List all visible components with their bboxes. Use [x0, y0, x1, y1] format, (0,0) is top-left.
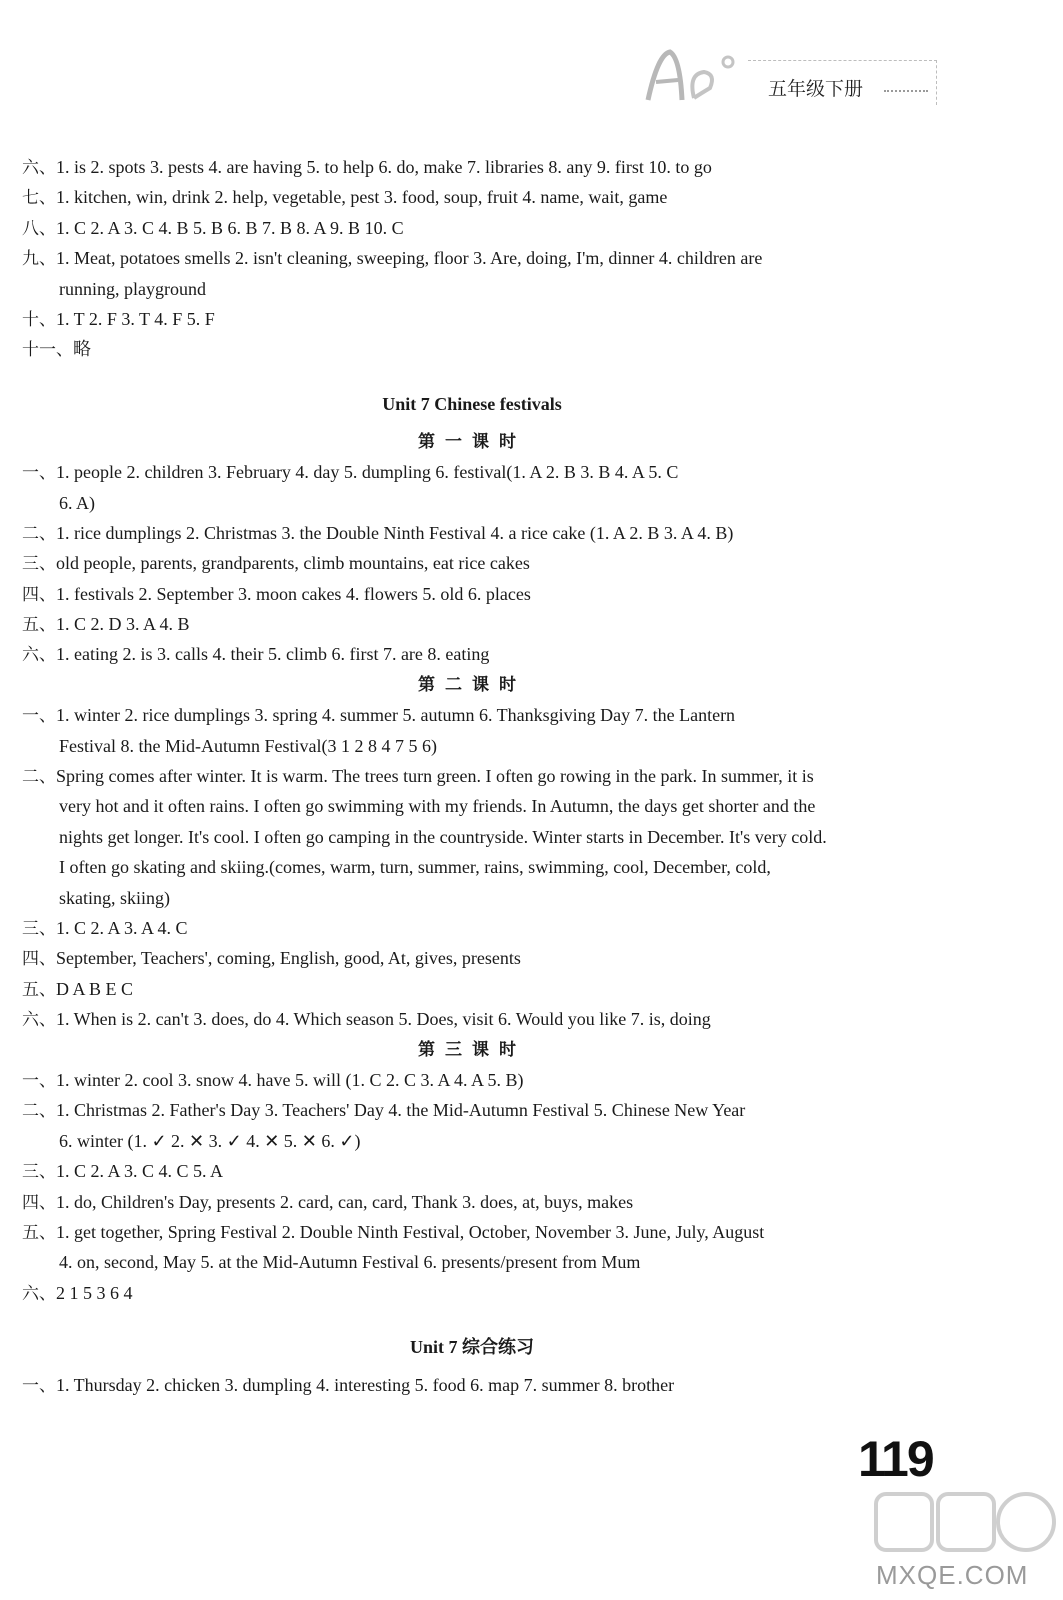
- lesson-title: 第三课时: [418, 1039, 526, 1060]
- answer-line: [22, 1156, 922, 1186]
- answer-line: [22, 700, 922, 730]
- spacer: [22, 1308, 922, 1324]
- answer-line: [22, 913, 922, 943]
- question-number: 六、: [22, 1283, 56, 1304]
- question-number: 四、: [22, 949, 56, 970]
- answer-line: [22, 791, 922, 821]
- answer-text: 1. winter 2. rice dumplings 3. spring 4. summer 5. autumn 6. Thanksgiving Day 7. the Lantern: [56, 705, 736, 726]
- answer-line: [22, 1095, 922, 1125]
- answer-text: 1. kitchen, win, drink 2. help, vegetable, pest 3. food, soup, fruit 4. name, wait, game: [56, 187, 668, 208]
- answer-text: 1. do, Children's Day, presents 2. card, can, card, Thank 3. does, at, buys, makes: [56, 1191, 634, 1212]
- question-number: 七、: [22, 188, 56, 209]
- question-number: 三、: [22, 1162, 56, 1183]
- question-number: 六、: [22, 1010, 56, 1031]
- answer-text: 1. get together, Spring Festival 2. Double Ninth Festival, October, November 3. June, July, August: [56, 1221, 765, 1242]
- answer-text: September, Teachers', coming, English, good, At, gives, presents: [56, 948, 521, 969]
- answer-text: 1. C 2. A 3. A 4. C: [56, 917, 188, 938]
- question-number: 一、: [22, 706, 56, 727]
- unit-title: Unit 7 综合练习: [409, 1337, 534, 1358]
- question-number: 五、: [22, 1222, 56, 1243]
- answer-line: [22, 822, 922, 852]
- answer-text: 1. Meat, potatoes smells 2. isn't cleaning, sweeping, floor 3. Are, doing, I'm, dinner 4. children are: [56, 248, 763, 269]
- answer-text: 1. rice dumplings 2. Christmas 3. the Double Ninth Festival 4. a rice cake (1. A 2. B 3. A 4. B): [56, 522, 734, 543]
- answer-text: I often go skating and skiing.(comes, warm, turn, summer, rains, swimming, cool, December, cold,: [59, 857, 771, 878]
- answer-text: 1. festivals 2. September 3. moon cakes 4. flowers 5. old 6. places: [56, 583, 531, 604]
- answer-line: [22, 304, 922, 334]
- answer-text: D A B E C: [56, 978, 134, 999]
- answer-line: [22, 852, 922, 882]
- answer-text: 4. on, second, May 5. at the Mid-Autumn Festival 6. presents/present from Mum: [59, 1252, 641, 1273]
- question-number: 四、: [22, 584, 56, 605]
- section-lesson-3: [22, 1065, 922, 1308]
- answer-line: [22, 152, 922, 182]
- answer-line: [22, 548, 922, 578]
- section-lesson-2: [22, 700, 922, 1034]
- section-lesson-1: [22, 457, 922, 670]
- answer-line: [22, 457, 922, 487]
- answer-text: 1. winter 2. cool 3. snow 4. have 5. will (1. C 2. C 3. A 4. A 5. B): [56, 1069, 524, 1090]
- answer-text: 略: [73, 339, 91, 360]
- answer-text: 1. C 2. A 3. C 4. C 5. A: [56, 1161, 224, 1182]
- lesson-title: 第一课时: [418, 431, 526, 452]
- question-number: 三、: [22, 554, 56, 575]
- answer-line: [22, 488, 922, 518]
- answer-text: 1. C 2. A 3. C 4. B 5. B 6. B 7. B 8. A 9. B 10. C: [56, 217, 404, 238]
- question-number: 六、: [22, 158, 56, 178]
- answer-line: [22, 1065, 922, 1095]
- answer-line: [22, 1370, 922, 1400]
- question-number: 五、: [22, 615, 56, 636]
- section-review: [22, 1370, 922, 1400]
- answer-line: [22, 943, 922, 973]
- answer-text: 1. is 2. spots 3. pests 4. are having 5. to help 6. do, make 7. libraries 8. any 9. first 10. to go: [56, 157, 712, 177]
- answer-line: [22, 761, 922, 791]
- section-unit6-answers: [22, 152, 922, 365]
- answer-line: [22, 609, 922, 639]
- answer-text: 1. people 2. children 3. February 4. day 5. dumpling 6. festival(1. A 2. B 3. B 4. A 5. C: [56, 462, 679, 483]
- answer-line: [22, 579, 922, 609]
- question-number: 八、: [22, 218, 56, 239]
- answer-line: [22, 1004, 922, 1034]
- answer-text: 1. Christmas 2. Father's Day 3. Teachers' Day 4. the Mid-Autumn Festival 5. Chinese New Year: [56, 1100, 746, 1121]
- answer-line: [22, 1278, 922, 1308]
- watermark-text: MXQE.COM: [876, 1560, 1029, 1590]
- question-number: 十一、: [22, 340, 73, 361]
- answer-text: 1. T 2. F 3. T 4. F 5. F: [56, 308, 215, 329]
- answer-line: [22, 1217, 922, 1247]
- answer-line: [22, 213, 922, 243]
- answer-text: running, playground: [59, 278, 206, 299]
- question-number: 一、: [22, 1070, 56, 1091]
- answer-line: [22, 974, 922, 1004]
- answer-text: nights get longer. It's cool. I often go camping in the countryside. Winter starts in December. It's very cold.: [59, 826, 827, 847]
- answer-line: [22, 243, 922, 273]
- logo-icon: [636, 44, 746, 108]
- question-number: 五、: [22, 979, 56, 1000]
- question-number: 二、: [22, 523, 56, 544]
- question-number: 四、: [22, 1192, 56, 1213]
- lesson-title: 第二课时: [418, 674, 526, 695]
- question-number: 一、: [22, 1376, 56, 1397]
- answer-line: [22, 639, 922, 669]
- question-number: 十、: [22, 309, 56, 330]
- answer-line: [22, 1247, 922, 1277]
- answer-text: skating, skiing): [59, 887, 170, 908]
- question-number: 二、: [22, 1101, 56, 1122]
- question-number: 三、: [22, 918, 56, 939]
- question-number: 六、: [22, 645, 56, 666]
- answer-text: 6. A): [59, 492, 95, 513]
- answer-line: [22, 883, 922, 913]
- page-number: 119: [858, 1431, 933, 1487]
- answer-text: old people, parents, grandparents, climb mountains, eat rice cakes: [56, 553, 530, 574]
- answer-text: 1. eating 2. is 3. calls 4. their 5. climb 6. first 7. are 8. eating: [56, 644, 490, 665]
- answer-line: [22, 518, 922, 548]
- question-number: 二、: [22, 767, 56, 788]
- answer-text: Festival 8. the Mid-Autumn Festival(3 1 2 8 4 7 5 6): [59, 735, 437, 756]
- answer-text: 1. Thursday 2. chicken 3. dumpling 4. interesting 5. food 6. map 7. summer 8. brother: [56, 1375, 675, 1396]
- answer-content: [22, 152, 922, 1400]
- answer-text: Spring comes after winter. It is warm. The trees turn green. I often go rowing in the park. In summer, it is: [56, 766, 814, 787]
- grade-label: 五年级下册: [768, 78, 864, 100]
- answer-text: very hot and it often rains. I often go swimming with my friends. In Autumn, the days get shorter and the: [59, 796, 816, 817]
- answer-text: 1. When is 2. can't 3. does, do 4. Which season 5. Does, visit 6. Would you like 7. is, doing: [56, 1009, 711, 1030]
- answer-text: 1. C 2. D 3. A 4. B: [56, 614, 190, 635]
- answer-line: [22, 334, 922, 364]
- answer-line: [22, 731, 922, 761]
- answer-line: [22, 1126, 922, 1156]
- answer-line: [22, 1187, 922, 1217]
- answer-line: [22, 182, 922, 212]
- answer-text: 2 1 5 3 6 4: [56, 1282, 133, 1303]
- spacer: [22, 365, 922, 381]
- unit-title: Unit 7 Chinese festivals: [382, 393, 562, 414]
- question-number: 一、: [22, 463, 56, 484]
- question-number: 九、: [22, 249, 56, 270]
- answer-text: 6. winter (1. ✓ 2. ✕ 3. ✓ 4. ✕ 5. ✕ 6. ✓): [59, 1130, 361, 1151]
- header-dots: [884, 90, 928, 92]
- answer-line: [22, 274, 922, 304]
